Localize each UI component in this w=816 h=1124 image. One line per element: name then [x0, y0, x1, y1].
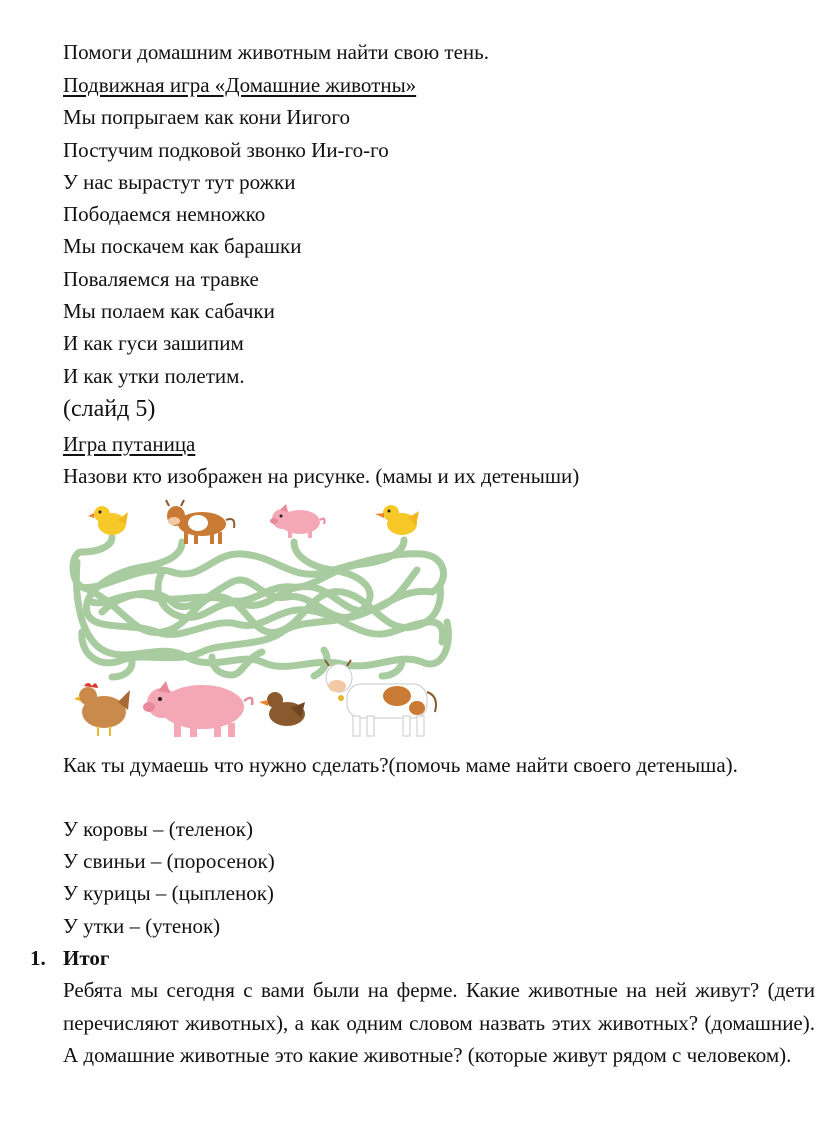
poem-line-4: Пободаемся немножко — [63, 202, 266, 226]
maze-illustration — [62, 492, 462, 742]
answer-duck: У утки – (утенок) — [63, 914, 221, 938]
duckling-icon — [375, 505, 419, 535]
hen-icon — [74, 683, 130, 736]
answer-hen: У курицы – (цыпленок) — [63, 881, 274, 905]
cow-icon — [325, 660, 436, 736]
game-confusion-title: Игра путаница — [63, 432, 196, 456]
game-title: Подвижная игра «Домашние животны» — [63, 73, 417, 97]
summary-number: 1. — [30, 946, 46, 970]
pig-icon — [143, 681, 252, 737]
summary-heading: Итог — [63, 946, 110, 970]
summary-paragraph: Ребята мы сегодня с вами были на ферме. Какие животные на ней живут? (дети перечисляют животных), а как одним словом назвать этих животных? (домашние). А домашние животные это какие животные? (которые живут рядом с человеком). — [63, 978, 815, 1067]
poem-line-5: Мы поскачем как барашки — [63, 234, 302, 258]
poem-line-3: У нас вырастут тут рожки — [63, 170, 296, 194]
poem-line-7: Мы полаем как сабачки — [63, 299, 275, 323]
question-paragraph: Как ты думаешь что нужно сделать?(помочь маме найти своего детеныша). — [63, 753, 738, 777]
answer-pig: У свиньи – (поросенок) — [63, 849, 275, 873]
poem-line-1: Мы попрыгаем как кони Иигого — [63, 105, 351, 129]
poem-line-6: Поваляемся на травке — [63, 267, 259, 291]
slide-reference: (слайд 5) — [63, 396, 156, 422]
chick-icon — [88, 506, 128, 535]
game-instruction: Назови кто изображен на рисунке. (мамы и их детеныши) — [63, 464, 580, 488]
calf-icon — [166, 500, 234, 544]
poem-line-2: Постучим подковой звонко Ии-го-го — [63, 138, 389, 162]
poem-line-8: И как гуси зашипим — [63, 331, 244, 355]
instruction-shadow: Помоги домашним животным найти свою тень. — [63, 40, 489, 64]
maze-paths — [73, 537, 448, 677]
piglet-icon — [270, 504, 325, 538]
poem-line-9: И как утки полетим. — [63, 364, 245, 388]
answer-cow: У коровы – (теленок) — [63, 817, 254, 841]
duck-icon — [259, 692, 305, 726]
